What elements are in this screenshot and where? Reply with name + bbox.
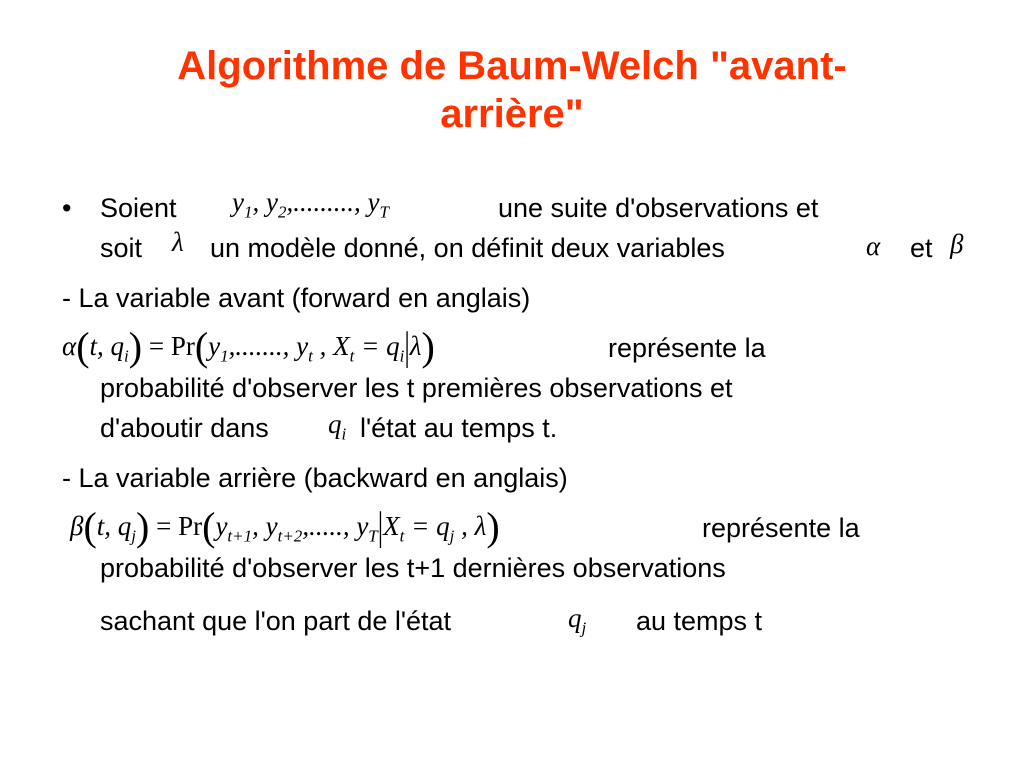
qj-symbol: $q_j$ <box>568 603 587 638</box>
observation-sequence-formula: $y_1$, $y_2$,........., $y_T$ <box>232 187 389 222</box>
soient-text: Soient <box>100 193 177 223</box>
backward-represente-text: représente la <box>702 513 860 543</box>
et-text: et <box>910 233 933 263</box>
backward-formula: β(t, $q_j) = Pr(y_{t+1}$, $y_{t+2}$,....., $y_T|X_t = q_j$ , λ) <box>70 503 500 549</box>
forward-line2-text: probabilité d'observer les t premières observations et <box>100 373 733 403</box>
qi-symbol: $q_i$ <box>328 409 347 444</box>
backward-heading: - La variable arrière (backward en anglais) <box>62 463 568 493</box>
lambda-symbol: λ <box>172 227 184 257</box>
forward-heading: - La variable avant (forward en anglais) <box>62 283 531 313</box>
forward-represente-text: représente la <box>608 333 766 363</box>
au-temps-text: au temps t <box>636 606 763 636</box>
aboutir-text: d'aboutir dans <box>100 413 269 443</box>
backward-line2-text: probabilité d'observer les t+1 dernières observations <box>100 553 726 583</box>
slide-title: Algorithme de Baum-Welch "avant-arrière" <box>177 44 847 136</box>
beta-symbol: β <box>950 229 964 259</box>
modele-text: un modèle donné, on définit deux variables <box>210 233 725 263</box>
soit-text: soit <box>100 233 143 263</box>
etat-temps-text: l'état au temps t. <box>360 413 558 443</box>
bullet-icon: • <box>62 193 72 223</box>
suite-text: une suite d'observations et <box>498 193 819 223</box>
sachant-text: sachant que l'on part de l'état <box>100 606 452 636</box>
forward-formula: α(t, $q_i) = Pr(y_1$,......., $y_t$ , $X_t = q_i|\lambda$) <box>62 323 435 369</box>
alpha-symbol: α <box>866 231 881 261</box>
